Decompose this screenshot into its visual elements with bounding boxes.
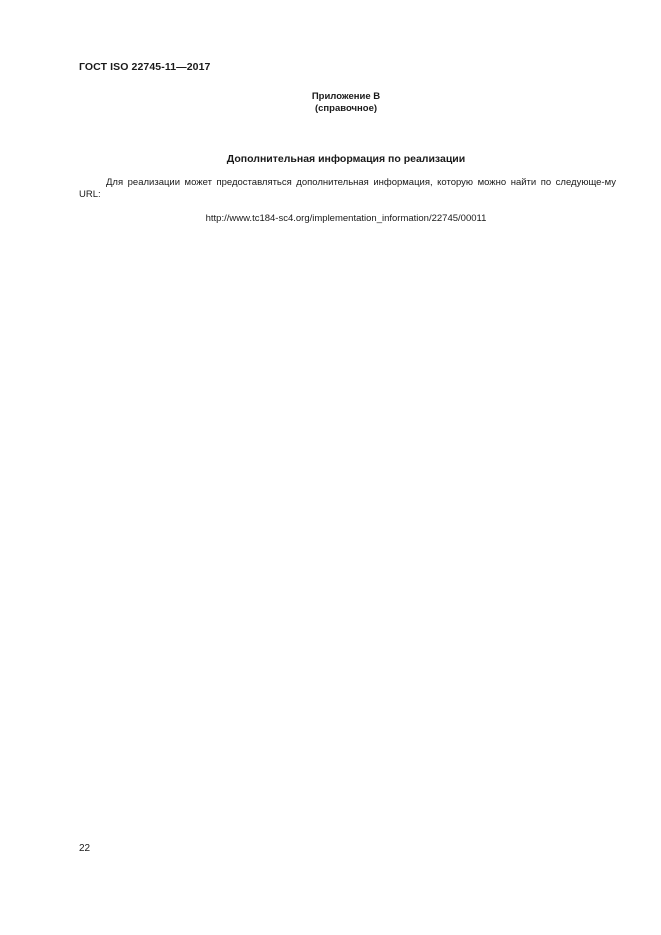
annex-heading <box>0 91 661 115</box>
annex-status: (справочное) <box>314 103 378 114</box>
annex-title: Приложение В <box>311 91 381 102</box>
document-header-standard-id: ГОСТ ISO 22745-11—2017 <box>79 61 211 73</box>
implementation-url: http://www.tc184-sc4.org/implementation_information/22745/00011 <box>205 213 487 224</box>
page-number: 22 <box>79 843 91 854</box>
section-title: Дополнительная информация по реализации <box>226 153 466 165</box>
body-paragraph: Для реализации может предоставляться дополнительная информация, которую можно найти по следующе-му URL: <box>79 177 616 200</box>
